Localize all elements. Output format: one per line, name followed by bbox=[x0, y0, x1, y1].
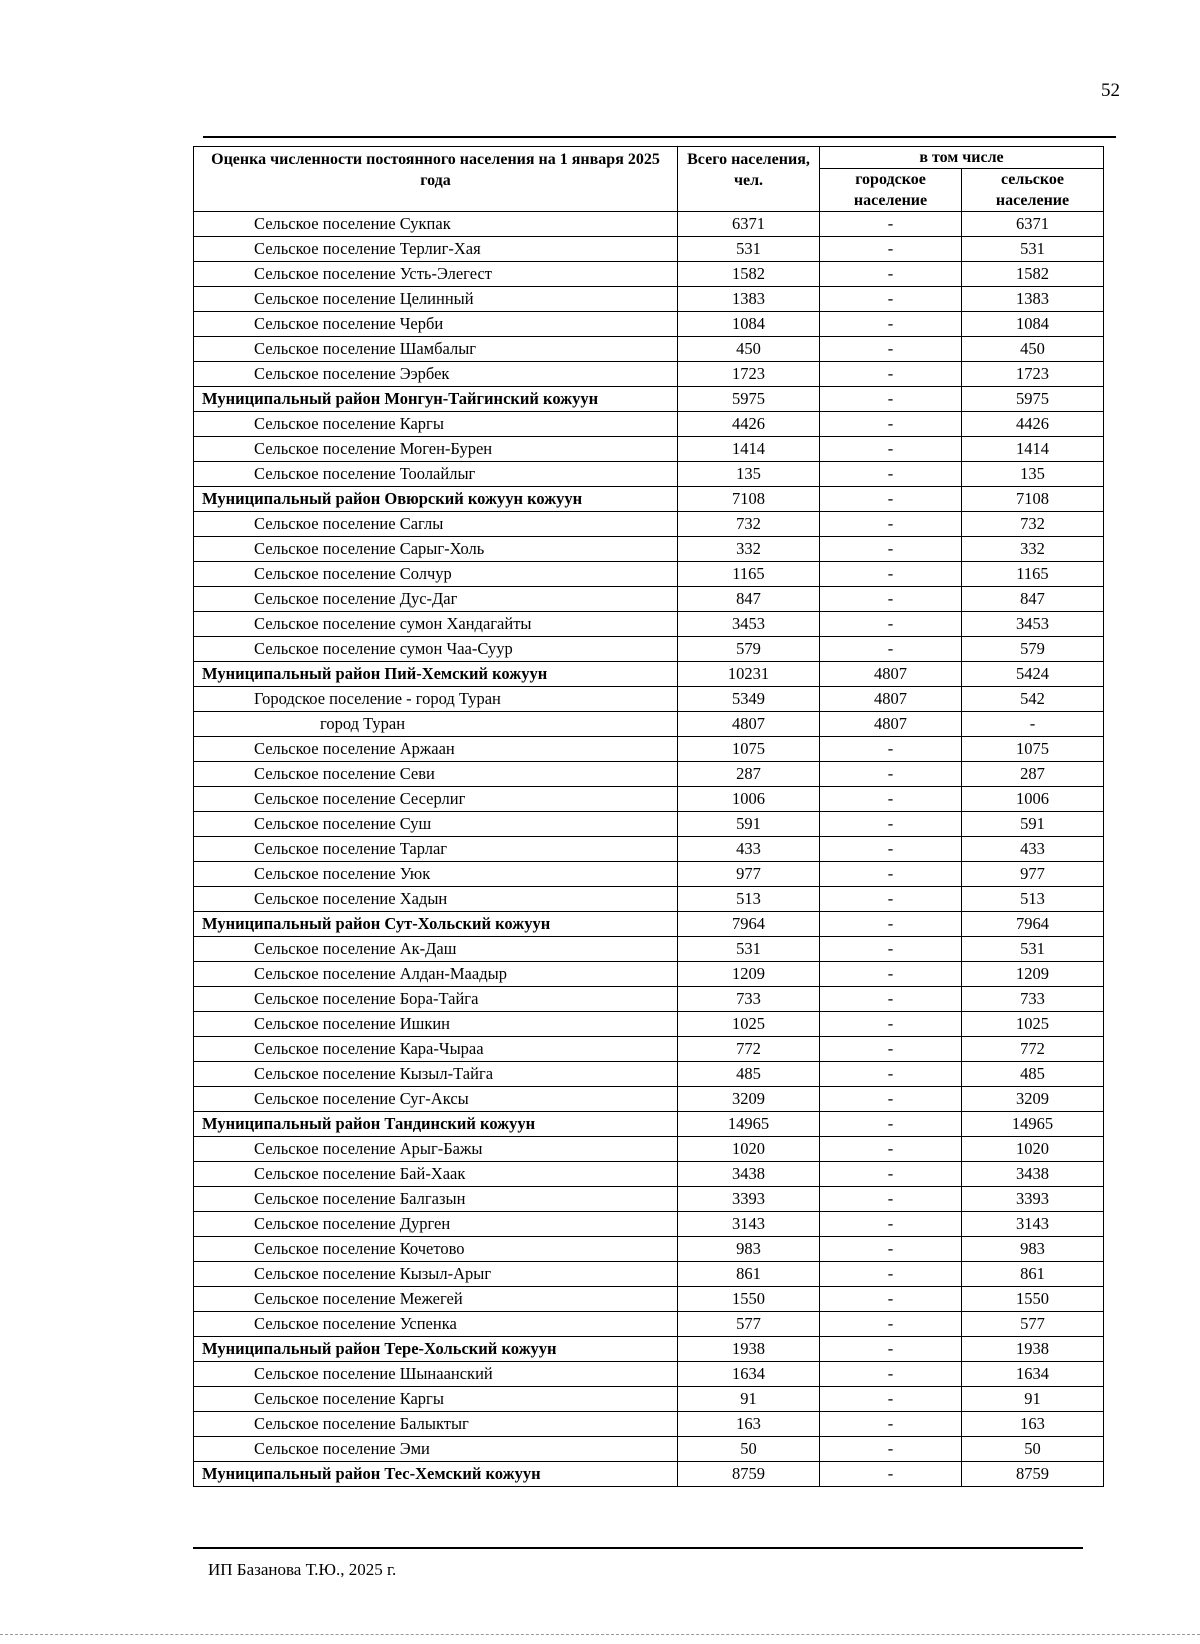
row-total: 8759 bbox=[678, 1462, 820, 1487]
district-row bbox=[194, 1112, 1104, 1137]
row-urban: - bbox=[820, 637, 962, 662]
row-urban: - bbox=[820, 612, 962, 637]
row-rural: 1165 bbox=[962, 562, 1104, 587]
table-row bbox=[194, 1212, 1104, 1237]
scan-edge-line bbox=[0, 1634, 1200, 1635]
population-table-container bbox=[193, 146, 1103, 1487]
row-name: Сельское поселение Сукпак bbox=[194, 212, 678, 237]
table-row bbox=[194, 562, 1104, 587]
row-name: Сельское поселение Шынаанский bbox=[194, 1362, 678, 1387]
row-rural: 287 bbox=[962, 762, 1104, 787]
table-row bbox=[194, 337, 1104, 362]
row-rural: 163 bbox=[962, 1412, 1104, 1437]
row-name: Сельское поселение Целинный bbox=[194, 287, 678, 312]
table-row bbox=[194, 1387, 1104, 1412]
row-name: Сельское поселение Усть-Элегест bbox=[194, 262, 678, 287]
district-row bbox=[194, 1337, 1104, 1362]
row-urban: - bbox=[820, 737, 962, 762]
row-rural: 531 bbox=[962, 237, 1104, 262]
table-row bbox=[194, 737, 1104, 762]
row-urban: - bbox=[820, 487, 962, 512]
row-name: Сельское поселение Шамбалыг bbox=[194, 337, 678, 362]
table-row bbox=[194, 687, 1104, 712]
header-name: Оценка численности постоянного населения на 1 января 2025 года bbox=[194, 147, 678, 212]
row-total: 1582 bbox=[678, 262, 820, 287]
row-total: 732 bbox=[678, 512, 820, 537]
row-total: 1723 bbox=[678, 362, 820, 387]
row-rural: 91 bbox=[962, 1387, 1104, 1412]
table-row bbox=[194, 887, 1104, 912]
row-rural: 1582 bbox=[962, 262, 1104, 287]
row-urban: - bbox=[820, 862, 962, 887]
row-total: 3453 bbox=[678, 612, 820, 637]
row-name: Сельское поселение Моген-Бурен bbox=[194, 437, 678, 462]
table-body bbox=[194, 212, 1104, 1487]
row-total: 1550 bbox=[678, 1287, 820, 1312]
row-urban: - bbox=[820, 262, 962, 287]
row-urban: - bbox=[820, 312, 962, 337]
row-total: 91 bbox=[678, 1387, 820, 1412]
table-row bbox=[194, 987, 1104, 1012]
row-rural: 1550 bbox=[962, 1287, 1104, 1312]
row-urban: 4807 bbox=[820, 687, 962, 712]
row-name: Сельское поселение Саглы bbox=[194, 512, 678, 537]
row-rural: 542 bbox=[962, 687, 1104, 712]
row-urban: - bbox=[820, 562, 962, 587]
row-total: 861 bbox=[678, 1262, 820, 1287]
row-rural: 1938 bbox=[962, 1337, 1104, 1362]
row-urban: - bbox=[820, 1412, 962, 1437]
row-total: 591 bbox=[678, 812, 820, 837]
district-row bbox=[194, 487, 1104, 512]
table-row bbox=[194, 1012, 1104, 1037]
row-name: Сельское поселение Севи bbox=[194, 762, 678, 787]
row-name: Сельское поселение сумон Чаа-Суур bbox=[194, 637, 678, 662]
row-name: Сельское поселение Кочетово bbox=[194, 1237, 678, 1262]
row-urban: - bbox=[820, 337, 962, 362]
table-row bbox=[194, 462, 1104, 487]
table-row bbox=[194, 862, 1104, 887]
table-row bbox=[194, 1162, 1104, 1187]
table-row bbox=[194, 262, 1104, 287]
row-total: 50 bbox=[678, 1437, 820, 1462]
table-row bbox=[194, 512, 1104, 537]
row-rural: 7108 bbox=[962, 487, 1104, 512]
row-urban: - bbox=[820, 462, 962, 487]
district-row bbox=[194, 387, 1104, 412]
row-name: Сельское поселение Балыктыг bbox=[194, 1412, 678, 1437]
row-name: Сельское поселение Терлиг-Хая bbox=[194, 237, 678, 262]
row-urban: - bbox=[820, 1012, 962, 1037]
row-rural: 847 bbox=[962, 587, 1104, 612]
population-table bbox=[193, 146, 1104, 1487]
row-rural: 983 bbox=[962, 1237, 1104, 1262]
row-rural: 450 bbox=[962, 337, 1104, 362]
row-urban: - bbox=[820, 1087, 962, 1112]
row-name: Сельское поселение Сесерлиг bbox=[194, 787, 678, 812]
header-rule bbox=[203, 136, 1116, 138]
table-row bbox=[194, 837, 1104, 862]
header-rural: сельское население bbox=[962, 169, 1104, 212]
row-rural: 1084 bbox=[962, 312, 1104, 337]
table-row bbox=[194, 362, 1104, 387]
table-row bbox=[194, 812, 1104, 837]
row-name: Муниципальный район Монгун-Тайгинский кожуун bbox=[194, 387, 678, 412]
row-total: 485 bbox=[678, 1062, 820, 1087]
table-row bbox=[194, 787, 1104, 812]
row-rural: 861 bbox=[962, 1262, 1104, 1287]
table-row bbox=[194, 962, 1104, 987]
table-row bbox=[194, 437, 1104, 462]
table-row bbox=[194, 287, 1104, 312]
row-name: Сельское поселение Уюк bbox=[194, 862, 678, 887]
row-rural: 50 bbox=[962, 1437, 1104, 1462]
row-rural: 4426 bbox=[962, 412, 1104, 437]
row-rural: 1414 bbox=[962, 437, 1104, 462]
row-urban: - bbox=[820, 912, 962, 937]
header-urban: городское население bbox=[820, 169, 962, 212]
row-rural: 3209 bbox=[962, 1087, 1104, 1112]
row-total: 10231 bbox=[678, 662, 820, 687]
row-total: 847 bbox=[678, 587, 820, 612]
row-rural: 1383 bbox=[962, 287, 1104, 312]
row-urban: - bbox=[820, 1137, 962, 1162]
row-total: 513 bbox=[678, 887, 820, 912]
row-name: Муниципальный район Овюрский кожуун кожуун bbox=[194, 487, 678, 512]
row-name: Сельское поселение Ишкин bbox=[194, 1012, 678, 1037]
row-urban: - bbox=[820, 1287, 962, 1312]
row-total: 450 bbox=[678, 337, 820, 362]
row-name: Сельское поселение Суг-Аксы bbox=[194, 1087, 678, 1112]
row-total: 5975 bbox=[678, 387, 820, 412]
row-urban: - bbox=[820, 787, 962, 812]
table-row bbox=[194, 412, 1104, 437]
district-row bbox=[194, 912, 1104, 937]
row-urban: - bbox=[820, 1337, 962, 1362]
row-name: Городское поселение - город Туран bbox=[194, 687, 678, 712]
row-rural: 5424 bbox=[962, 662, 1104, 687]
row-rural: 332 bbox=[962, 537, 1104, 562]
row-total: 3143 bbox=[678, 1212, 820, 1237]
district-row bbox=[194, 662, 1104, 687]
row-total: 1938 bbox=[678, 1337, 820, 1362]
row-name: Сельское поселение Сарыг-Холь bbox=[194, 537, 678, 562]
header-group: в том числе bbox=[820, 147, 1104, 169]
row-urban: - bbox=[820, 887, 962, 912]
row-name: Сельское поселение Хадын bbox=[194, 887, 678, 912]
row-urban: - bbox=[820, 1262, 962, 1287]
row-rural: 14965 bbox=[962, 1112, 1104, 1137]
row-rural: 531 bbox=[962, 937, 1104, 962]
row-rural: 1634 bbox=[962, 1362, 1104, 1387]
table-row bbox=[194, 1187, 1104, 1212]
row-total: 7108 bbox=[678, 487, 820, 512]
row-urban: - bbox=[820, 1312, 962, 1337]
row-name: Сельское поселение Дус-Даг bbox=[194, 587, 678, 612]
row-name: Муниципальный район Сут-Хольский кожуун bbox=[194, 912, 678, 937]
row-name: Сельское поселение Арыг-Бажы bbox=[194, 1137, 678, 1162]
table-header-row bbox=[194, 147, 1104, 169]
row-name: Муниципальный район Тандинский кожуун bbox=[194, 1112, 678, 1137]
row-urban: - bbox=[820, 1112, 962, 1137]
row-total: 3393 bbox=[678, 1187, 820, 1212]
row-total: 4807 bbox=[678, 712, 820, 737]
row-urban: - bbox=[820, 287, 962, 312]
row-name: Сельское поселение Тоолайлыг bbox=[194, 462, 678, 487]
row-total: 977 bbox=[678, 862, 820, 887]
row-urban: - bbox=[820, 437, 962, 462]
row-rural: 1025 bbox=[962, 1012, 1104, 1037]
row-name: Муниципальный район Пий-Хемский кожуун bbox=[194, 662, 678, 687]
row-name: Сельское поселение Аржаан bbox=[194, 737, 678, 762]
row-total: 332 bbox=[678, 537, 820, 562]
row-rural: 591 bbox=[962, 812, 1104, 837]
footer-text: ИП Базанова Т.Ю., 2025 г. bbox=[208, 1560, 397, 1579]
row-name: Сельское поселение Черби bbox=[194, 312, 678, 337]
row-urban: - bbox=[820, 362, 962, 387]
row-rural: 3393 bbox=[962, 1187, 1104, 1212]
row-rural: 3438 bbox=[962, 1162, 1104, 1187]
table-row bbox=[194, 937, 1104, 962]
row-name: Сельское поселение сумон Хандагайты bbox=[194, 612, 678, 637]
row-rural: 5975 bbox=[962, 387, 1104, 412]
row-name: Сельское поселение Тарлаг bbox=[194, 837, 678, 862]
footer-rule bbox=[193, 1547, 1083, 1549]
table-row bbox=[194, 1037, 1104, 1062]
row-total: 1165 bbox=[678, 562, 820, 587]
table-row bbox=[194, 1237, 1104, 1262]
row-total: 1084 bbox=[678, 312, 820, 337]
row-rural: 1209 bbox=[962, 962, 1104, 987]
row-rural: - bbox=[962, 712, 1104, 737]
table-row bbox=[194, 612, 1104, 637]
row-total: 1075 bbox=[678, 737, 820, 762]
row-name: Сельское поселение Алдан-Маадыр bbox=[194, 962, 678, 987]
row-rural: 579 bbox=[962, 637, 1104, 662]
table-row bbox=[194, 1362, 1104, 1387]
table-row bbox=[194, 587, 1104, 612]
row-rural: 577 bbox=[962, 1312, 1104, 1337]
row-urban: - bbox=[820, 512, 962, 537]
table-row bbox=[194, 1262, 1104, 1287]
row-rural: 7964 bbox=[962, 912, 1104, 937]
table-row bbox=[194, 1062, 1104, 1087]
row-name: Сельское поселение Каргы bbox=[194, 1387, 678, 1412]
row-urban: - bbox=[820, 387, 962, 412]
row-rural: 977 bbox=[962, 862, 1104, 887]
row-name: Сельское поселение Эми bbox=[194, 1437, 678, 1462]
row-name: Сельское поселение Солчур bbox=[194, 562, 678, 587]
row-rural: 1020 bbox=[962, 1137, 1104, 1162]
row-urban: - bbox=[820, 1387, 962, 1412]
district-row bbox=[194, 1462, 1104, 1487]
row-name: Сельское поселение Кызыл-Арыг bbox=[194, 1262, 678, 1287]
row-rural: 3143 bbox=[962, 1212, 1104, 1237]
row-urban: 4807 bbox=[820, 712, 962, 737]
table-row bbox=[194, 1437, 1104, 1462]
row-total: 3209 bbox=[678, 1087, 820, 1112]
row-total: 5349 bbox=[678, 687, 820, 712]
row-urban: - bbox=[820, 1437, 962, 1462]
table-row bbox=[194, 537, 1104, 562]
row-urban: - bbox=[820, 1187, 962, 1212]
row-rural: 485 bbox=[962, 1062, 1104, 1087]
row-urban: - bbox=[820, 412, 962, 437]
row-urban: - bbox=[820, 587, 962, 612]
row-total: 531 bbox=[678, 237, 820, 262]
row-urban: - bbox=[820, 537, 962, 562]
row-total: 7964 bbox=[678, 912, 820, 937]
row-name: Сельское поселение Дурген bbox=[194, 1212, 678, 1237]
table-header bbox=[194, 147, 1104, 212]
row-total: 3438 bbox=[678, 1162, 820, 1187]
row-urban: - bbox=[820, 937, 962, 962]
table-row bbox=[194, 637, 1104, 662]
row-total: 287 bbox=[678, 762, 820, 787]
row-name: Сельское поселение Бора-Тайга bbox=[194, 987, 678, 1012]
row-name: город Туран bbox=[194, 712, 678, 737]
row-rural: 732 bbox=[962, 512, 1104, 537]
row-total: 1025 bbox=[678, 1012, 820, 1037]
row-rural: 433 bbox=[962, 837, 1104, 862]
row-urban: - bbox=[820, 212, 962, 237]
row-total: 1020 bbox=[678, 1137, 820, 1162]
row-urban: - bbox=[820, 1037, 962, 1062]
row-total: 14965 bbox=[678, 1112, 820, 1137]
row-rural: 1006 bbox=[962, 787, 1104, 812]
row-total: 163 bbox=[678, 1412, 820, 1437]
row-name: Сельское поселение Балгазын bbox=[194, 1187, 678, 1212]
row-total: 772 bbox=[678, 1037, 820, 1062]
row-total: 433 bbox=[678, 837, 820, 862]
row-rural: 772 bbox=[962, 1037, 1104, 1062]
row-name: Сельское поселение Бай-Хаак bbox=[194, 1162, 678, 1187]
row-rural: 733 bbox=[962, 987, 1104, 1012]
table-row bbox=[194, 1312, 1104, 1337]
row-rural: 6371 bbox=[962, 212, 1104, 237]
table-row bbox=[194, 212, 1104, 237]
row-total: 577 bbox=[678, 1312, 820, 1337]
row-name: Муниципальный район Тере-Хольский кожуун bbox=[194, 1337, 678, 1362]
table-row bbox=[194, 1137, 1104, 1162]
row-urban: - bbox=[820, 1362, 962, 1387]
row-total: 531 bbox=[678, 937, 820, 962]
row-name: Муниципальный район Тес-Хемский кожуун bbox=[194, 1462, 678, 1487]
row-total: 579 bbox=[678, 637, 820, 662]
row-total: 733 bbox=[678, 987, 820, 1012]
table-row bbox=[194, 1412, 1104, 1437]
table-row bbox=[194, 1287, 1104, 1312]
row-name: Сельское поселение Ак-Даш bbox=[194, 937, 678, 962]
table-row bbox=[194, 1087, 1104, 1112]
row-total: 1383 bbox=[678, 287, 820, 312]
row-rural: 1723 bbox=[962, 362, 1104, 387]
row-total: 1634 bbox=[678, 1362, 820, 1387]
row-total: 983 bbox=[678, 1237, 820, 1262]
row-urban: - bbox=[820, 837, 962, 862]
row-urban: - bbox=[820, 1162, 962, 1187]
table-row bbox=[194, 712, 1104, 737]
row-name: Сельское поселение Кара-Чыраа bbox=[194, 1037, 678, 1062]
row-total: 1209 bbox=[678, 962, 820, 987]
row-urban: - bbox=[820, 962, 962, 987]
row-urban: - bbox=[820, 762, 962, 787]
row-name: Сельское поселение Ээрбек bbox=[194, 362, 678, 387]
page-number: 52 bbox=[1101, 80, 1120, 101]
row-total: 135 bbox=[678, 462, 820, 487]
row-total: 1006 bbox=[678, 787, 820, 812]
row-total: 1414 bbox=[678, 437, 820, 462]
row-rural: 513 bbox=[962, 887, 1104, 912]
row-name: Сельское поселение Межегей bbox=[194, 1287, 678, 1312]
row-urban: 4807 bbox=[820, 662, 962, 687]
row-total: 4426 bbox=[678, 412, 820, 437]
row-rural: 8759 bbox=[962, 1462, 1104, 1487]
row-urban: - bbox=[820, 1212, 962, 1237]
row-name: Сельское поселение Кызыл-Тайга bbox=[194, 1062, 678, 1087]
row-name: Сельское поселение Успенка bbox=[194, 1312, 678, 1337]
row-urban: - bbox=[820, 1237, 962, 1262]
row-urban: - bbox=[820, 1062, 962, 1087]
header-total: Всего населения, чел. bbox=[678, 147, 820, 212]
table-row bbox=[194, 762, 1104, 787]
row-urban: - bbox=[820, 812, 962, 837]
row-rural: 135 bbox=[962, 462, 1104, 487]
row-rural: 3453 bbox=[962, 612, 1104, 637]
row-rural: 1075 bbox=[962, 737, 1104, 762]
row-name: Сельское поселение Суш bbox=[194, 812, 678, 837]
row-total: 6371 bbox=[678, 212, 820, 237]
row-name: Сельское поселение Каргы bbox=[194, 412, 678, 437]
table-row bbox=[194, 237, 1104, 262]
row-urban: - bbox=[820, 237, 962, 262]
row-urban: - bbox=[820, 987, 962, 1012]
row-urban: - bbox=[820, 1462, 962, 1487]
table-row bbox=[194, 312, 1104, 337]
